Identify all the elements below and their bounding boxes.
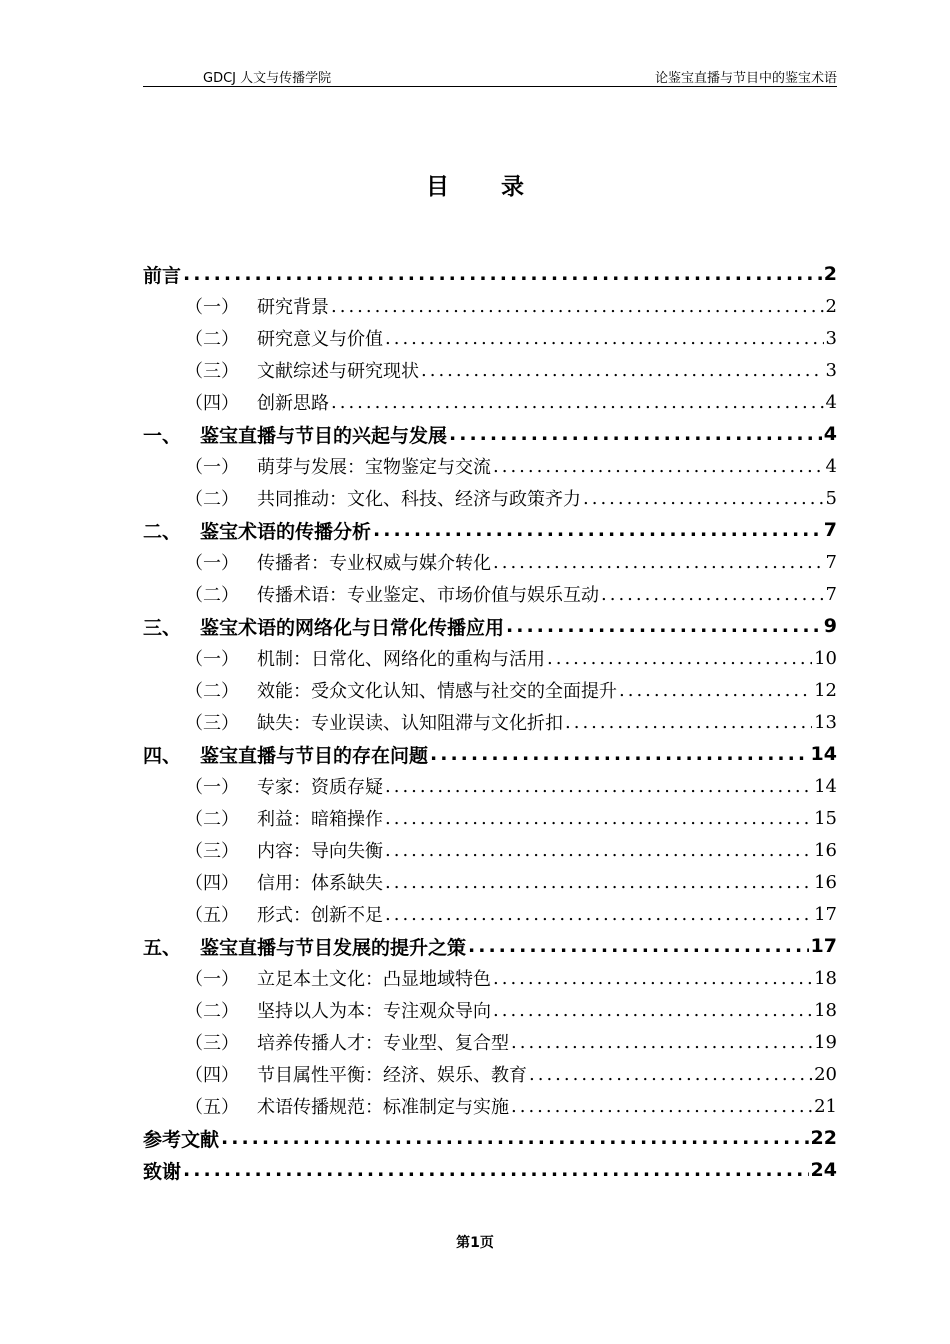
- toc-dot-leader: [493, 968, 812, 989]
- toc-entry-page: 16: [814, 839, 837, 861]
- toc-dot-leader: [385, 840, 812, 861]
- toc-dot-leader: [547, 648, 812, 669]
- toc-entry-page: 3: [825, 327, 837, 349]
- toc-entry-page: 9: [823, 615, 837, 637]
- toc-entry-page: 19: [814, 1031, 837, 1053]
- toc-entry-number: （二）: [185, 1001, 239, 1022]
- toc-entry-label: 致谢: [143, 1160, 182, 1183]
- toc-entry-label: 创新思路: [257, 393, 329, 414]
- toc-dot-leader: [493, 552, 824, 573]
- toc-entry-label: 缺失：专业误读、认知阻滞与文化折扣: [257, 713, 563, 734]
- toc-entry-number: （四）: [185, 1065, 239, 1086]
- toc-section-entry[interactable]: [143, 354, 837, 386]
- toc-dot-leader: [183, 263, 822, 285]
- toc-title-char: 录: [501, 174, 524, 200]
- toc-entry-page: 4: [823, 423, 837, 445]
- toc-entry-number: （三）: [185, 841, 239, 862]
- toc-section-entry[interactable]: [143, 1090, 837, 1122]
- toc-entry-number: 二、: [143, 520, 182, 543]
- toc-entry-page: 7: [825, 551, 837, 573]
- toc-entry-label: 效能：受众文化认知、情感与社交的全面提升: [257, 681, 617, 702]
- toc-dot-leader: [506, 615, 822, 637]
- toc-dot-leader: [421, 360, 824, 381]
- toc-entry-number: （四）: [185, 393, 239, 414]
- toc-entry-label: 传播者：专业权威与媒介转化: [257, 553, 491, 574]
- toc-entry-label: 鉴宝术语的网络化与日常化传播应用: [200, 616, 505, 639]
- toc-entry-number: （二）: [185, 809, 239, 830]
- header-right: 论鉴宝直播与节目中的鉴宝术语: [654, 71, 837, 86]
- toc-entry-label: 传播术语：专业鉴定、市场价值与娱乐互动: [257, 585, 599, 606]
- toc-dot-leader: [511, 1032, 812, 1053]
- toc-dot-leader: [565, 712, 812, 733]
- toc-dot-leader: [221, 1127, 809, 1149]
- toc-chapter-entry[interactable]: [143, 738, 837, 770]
- toc-entry-number: （一）: [185, 457, 239, 478]
- toc-entry-label: 坚持以人为本：专注观众导向: [257, 1001, 491, 1022]
- toc-entry-page: 2: [823, 263, 837, 285]
- toc-entry-page: 5: [825, 487, 837, 509]
- toc-entry-number: （五）: [185, 905, 239, 926]
- toc-entry-page: 14: [814, 775, 837, 797]
- toc-entry-label: 鉴宝直播与节目的存在问题: [200, 744, 429, 767]
- toc-dot-leader: [468, 935, 809, 957]
- toc-dot-leader: [331, 296, 824, 317]
- toc-dot-leader: [385, 776, 812, 797]
- toc-entry-label: 利益：暗箱操作: [257, 809, 383, 830]
- toc-entry-label: 立足本土文化：凸显地域特色: [257, 969, 491, 990]
- toc-section-entry[interactable]: [143, 386, 837, 418]
- toc-section-entry[interactable]: [143, 962, 837, 994]
- toc-dot-leader: [449, 423, 822, 445]
- toc-entry-label: 术语传播规范：标准制定与实施: [257, 1097, 509, 1118]
- toc-title: [0, 168, 950, 201]
- toc-entry-number: （二）: [185, 329, 239, 350]
- toc-entry-number: （一）: [185, 777, 239, 798]
- toc-section-entry[interactable]: [143, 1026, 837, 1058]
- toc-chapter-entry[interactable]: [143, 610, 837, 642]
- toc-entry-number: 四、: [143, 744, 182, 767]
- toc-entry-page: 7: [823, 519, 837, 541]
- toc-chapter-entry[interactable]: [143, 514, 837, 546]
- page-number: 第1页: [456, 1235, 494, 1251]
- toc-dot-leader: [385, 808, 812, 829]
- toc-section-entry[interactable]: [143, 578, 837, 610]
- toc-entry-label: 形式：创新不足: [257, 905, 383, 926]
- toc-dot-leader: [493, 456, 824, 477]
- toc-entry-label: 内容：导向失衡: [257, 841, 383, 862]
- toc-section-entry[interactable]: [143, 770, 837, 802]
- toc-entry-page: 17: [810, 935, 837, 957]
- toc-dot-leader: [511, 1096, 812, 1117]
- toc-entry-page: 16: [814, 871, 837, 893]
- toc-dot-leader: [373, 519, 822, 541]
- toc-dot-leader: [183, 1159, 809, 1181]
- toc-section-entry[interactable]: [143, 642, 837, 674]
- toc-entry-label: 培养传播人才：专业型、复合型: [257, 1033, 509, 1054]
- toc-entry-page: 10: [814, 647, 837, 669]
- toc-entry-label: 文献综述与研究现状: [257, 361, 419, 382]
- toc-entry-number: （一）: [185, 297, 239, 318]
- toc-section-entry[interactable]: [143, 706, 837, 738]
- toc-entry-label: 鉴宝术语的传播分析: [200, 520, 372, 543]
- toc-entry-label: 鉴宝直播与节目发展的提升之策: [200, 936, 467, 959]
- toc-entry-page: 2: [825, 295, 837, 317]
- toc-entry-number: （二）: [185, 585, 239, 606]
- toc-entry-page: 13: [814, 711, 837, 733]
- toc-entry-number: （一）: [185, 553, 239, 574]
- toc-dot-leader: [385, 872, 812, 893]
- toc-dot-leader: [385, 904, 812, 925]
- toc-entry-page: 7: [825, 583, 837, 605]
- toc-entry-label: 参考文献: [143, 1128, 220, 1151]
- toc-entry-label: 研究背景: [257, 297, 329, 318]
- toc-entry-label: 萌芽与发展：宝物鉴定与交流: [257, 457, 491, 478]
- toc-entry-label: 节目属性平衡：经济、娱乐、教育: [257, 1065, 527, 1086]
- toc-entry-number: （三）: [185, 361, 239, 382]
- toc-entry-label: 共同推动：文化、科技、经济与政策齐力: [257, 489, 581, 510]
- toc-section-entry[interactable]: [143, 482, 837, 514]
- toc-entry-page: 18: [814, 967, 837, 989]
- toc-entry-number: （一）: [185, 649, 239, 670]
- toc-entry-page: 12: [814, 679, 837, 701]
- toc-entry-number: （四）: [185, 873, 239, 894]
- toc-section-entry[interactable]: [143, 674, 837, 706]
- toc-entry-page: 21: [814, 1095, 837, 1117]
- page-header: [143, 66, 837, 87]
- toc-section-entry[interactable]: [143, 1058, 837, 1090]
- toc-section-entry[interactable]: [143, 834, 837, 866]
- toc-section-entry[interactable]: [143, 898, 837, 930]
- toc-section-entry[interactable]: [143, 450, 837, 482]
- toc-entry-page: 4: [825, 455, 837, 477]
- toc-dot-leader: [493, 1000, 812, 1021]
- table-of-contents: [143, 258, 837, 1186]
- toc-dot-leader: [385, 328, 824, 349]
- toc-entry-page: 17: [814, 903, 837, 925]
- toc-chapter-entry[interactable]: [143, 1122, 837, 1154]
- toc-chapter-entry[interactable]: [143, 1154, 837, 1186]
- toc-section-entry[interactable]: [143, 546, 837, 578]
- toc-chapter-entry[interactable]: [143, 930, 837, 962]
- toc-dot-leader: [601, 584, 824, 605]
- toc-chapter-entry[interactable]: [143, 418, 837, 450]
- toc-entry-number: （三）: [185, 713, 239, 734]
- toc-entry-page: 15: [814, 807, 837, 829]
- header-left: GDCJ 人文与传播学院: [203, 71, 332, 86]
- toc-entry-label: 专家：资质存疑: [257, 777, 383, 798]
- toc-dot-leader: [583, 488, 824, 509]
- toc-entry-page: 4: [825, 391, 837, 413]
- toc-entry-page: 20: [814, 1063, 837, 1085]
- toc-entry-page: 22: [810, 1127, 837, 1149]
- toc-section-entry[interactable]: [143, 994, 837, 1026]
- toc-chapter-entry[interactable]: [143, 258, 837, 290]
- toc-section-entry[interactable]: [143, 802, 837, 834]
- toc-dot-leader: [331, 392, 824, 413]
- toc-entry-number: （三）: [185, 1033, 239, 1054]
- toc-entry-number: 一、: [143, 424, 182, 447]
- toc-entry-page: 14: [810, 743, 837, 765]
- toc-entry-label: 信用：体系缺失: [257, 873, 383, 894]
- toc-entry-number: （五）: [185, 1097, 239, 1118]
- toc-dot-leader: [619, 680, 812, 701]
- toc-section-entry[interactable]: [143, 290, 837, 322]
- toc-entry-number: （一）: [185, 969, 239, 990]
- toc-entry-label: 研究意义与价值: [257, 329, 383, 350]
- toc-dot-leader: [529, 1064, 812, 1085]
- toc-entry-page: 24: [810, 1159, 837, 1181]
- toc-dot-leader: [430, 743, 809, 765]
- toc-entry-number: 五、: [143, 936, 182, 959]
- toc-entry-label: 鉴宝直播与节目的兴起与发展: [200, 424, 448, 447]
- toc-entry-label: 前言: [143, 264, 182, 287]
- toc-entry-page: 3: [825, 359, 837, 381]
- toc-entry-page: 18: [814, 999, 837, 1021]
- toc-entry-number: （二）: [185, 489, 239, 510]
- toc-section-entry[interactable]: [143, 866, 837, 898]
- toc-entry-label: 机制：日常化、网络化的重构与活用: [257, 649, 545, 670]
- toc-entry-number: 三、: [143, 616, 182, 639]
- toc-entry-number: （二）: [185, 681, 239, 702]
- toc-section-entry[interactable]: [143, 322, 837, 354]
- toc-title-char: 目: [426, 174, 449, 200]
